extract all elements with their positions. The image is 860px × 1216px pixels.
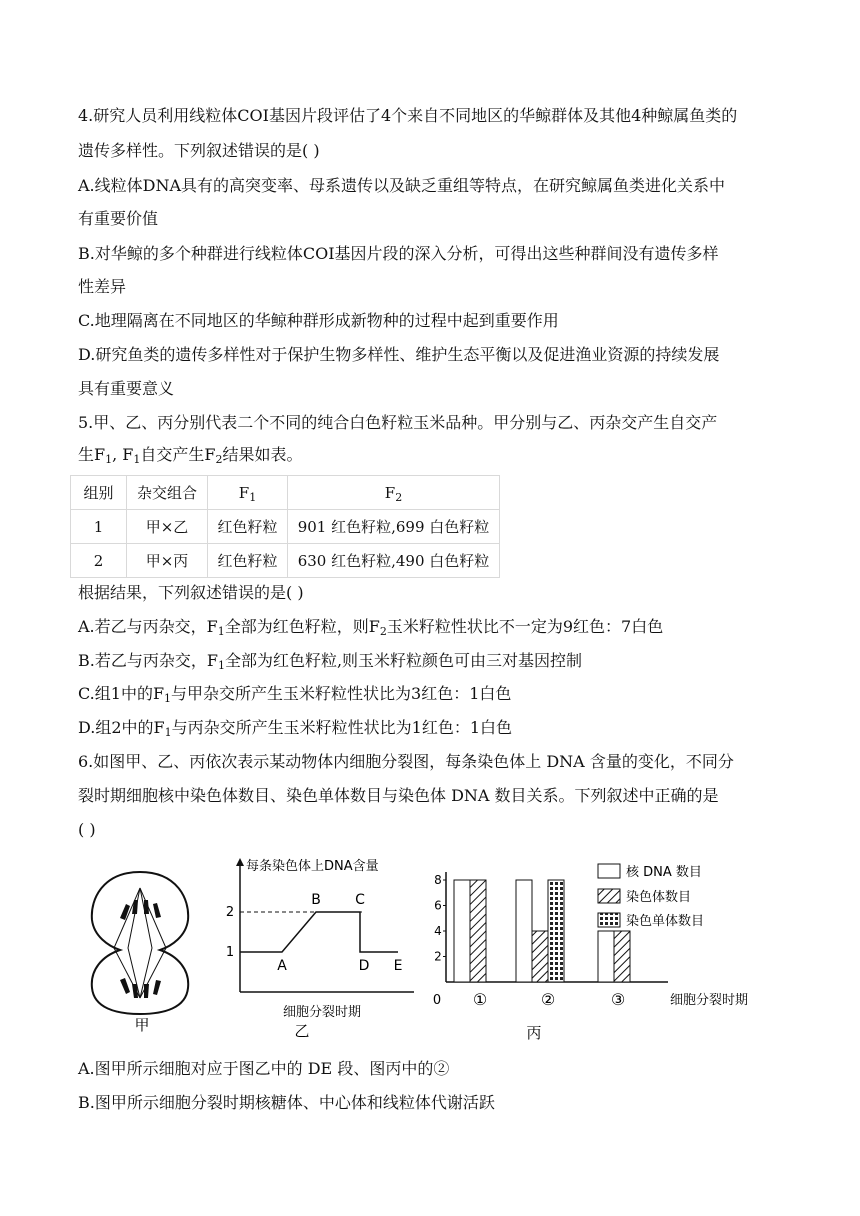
y-tick-label: 8 [434,873,442,887]
legend-label: 染色单体数目 [626,914,705,929]
bar-chromatid [548,880,564,982]
q4-option-d-line2: 具有重要意义 [78,379,175,398]
y-axis-arrow [236,858,244,866]
figure-yi-label: 乙 [294,1022,310,1040]
chromosome [144,984,149,998]
figure-bing-label: 丙 [526,1024,542,1042]
bar-chromosome [614,931,630,982]
table-cell: 红色籽粒 [208,544,288,578]
q6-stem-line3: ( ) [78,820,96,839]
chart-title: 每条染色体上DNA含量 [246,859,379,874]
table-cell: 甲×乙 [127,510,208,544]
point-label-c: C [355,892,365,908]
point-label-e: E [393,958,403,974]
bar-dna [454,880,470,982]
legend-swatch-chromatid [598,913,620,927]
point-label-b: B [311,892,321,908]
x-tick-label: ③ [610,990,626,1009]
dna-content-chart [222,850,422,1040]
figure-jia-label: 甲 [134,1016,150,1034]
point-label-a: A [277,958,287,974]
q6-stem-line1: 6.如图甲、乙、丙依次表示某动物体内细胞分裂图，每条染色体上 DNA 含量的变化，不同分 [78,752,734,771]
chromosome [153,980,161,995]
q5-option-a: A.若乙与丙杂交，$F_1$全部为红色籽粒，则$F_2$玉米籽粒性状比不一定为9红色：7白色 [78,617,664,638]
q4-option-c: C.地理隔离在不同地区的华鲸种群形成新物种的过程中起到重要作用 [78,311,559,330]
x-tick-label: ② [540,990,556,1009]
y-tick-label: 4 [434,924,442,938]
cross-results-table [70,475,500,578]
q5-prompt: 根据结果，下列叙述错误的是( ) [78,583,304,602]
x-axis-label: 细胞分裂时期 [282,1005,362,1020]
x-axis-label: 细胞分裂时期 [670,993,749,1008]
legend-label: 染色体数目 [626,890,692,905]
q4-stem-line2: 遗传多样性。下列叙述错误的是( ) [78,141,320,160]
q5-option-c: C.组1中的$F_1$与甲杂交所产生玉米籽粒性状比为3红色：1白色 [78,684,512,705]
legend-swatch-chromosome [598,889,620,903]
table-header-cell: 杂交组合 [127,476,208,510]
table-row [71,510,500,544]
x-tick-label: ① [472,990,488,1009]
chromosome [120,978,130,994]
cell-membrane [92,872,188,1014]
q4-option-b-line1: B.对华鲸的多个种群进行线粒体COI基因片段的深入分析，可得出这些种群间没有遗传多样 [78,244,719,263]
table-cell: 红色籽粒 [208,510,288,544]
q4-stem-line1: 4.研究人员利用线粒体COI基因片段评估了4个来自不同地区的华鲸群体及其他4种鲸属鱼类的 [78,106,738,125]
q4-option-b-line2: 性差异 [78,277,127,296]
chromosome [153,903,161,918]
y-tick-label: 2 [225,905,235,920]
table-cell: 2 [71,544,127,578]
bar-chromosome [532,931,548,982]
table-cell: 630 红色籽粒,490 白色籽粒 [288,544,500,578]
q5-stem-line2: 生$F_1$, $F_1$自交产生$F_2$结果如表。 [78,445,303,466]
q4-option-a-line1: A.线粒体DNA具有的高突变率、母系遗传以及缺乏重组等特点，在研究鲸属鱼类进化关系中 [78,176,726,195]
origin-label: 0 [432,993,442,1008]
q6-stem-line2: 裂时期细胞核中染色体数目、染色单体数目与染色体 DNA 数目关系。下列叙述中正确的是 [78,786,719,805]
table-cell: 甲×丙 [127,544,208,578]
chart-legend [598,864,704,929]
q4-option-a-line2: 有重要价值 [78,209,159,228]
table-header-row [71,476,500,510]
point-label-d: D [358,958,370,974]
table-header-cell: $F_2$ [288,476,500,510]
q5-option-b: B.若乙与丙杂交，$F_1$全部为红色籽粒,则玉米籽粒颜色可由三对基因控制 [78,651,583,672]
table-cell: 1 [71,510,127,544]
chromosome [132,984,138,998]
y-tick-label: 2 [434,949,442,964]
q6-option-a: A.图甲所示细胞对应于图乙中的 DE 段、图丙中的② [78,1059,450,1078]
q5-stem-line1: 5.甲、乙、丙分别代表二个不同的纯合白色籽粒玉米品种。甲分别与乙、丙杂交产生自交产 [78,413,718,432]
legend-label: 核 DNA 数目 [626,865,702,880]
chromosome [132,900,138,914]
table-header-cell: 组别 [71,476,127,510]
bar-dna [516,880,532,982]
y-tick-label: 6 [434,898,442,913]
y-tick-label: 1 [225,945,235,960]
chromosome [144,900,149,914]
table-cell: 901 红色籽粒,699 白色籽粒 [288,510,500,544]
legend-swatch-dna [598,864,620,878]
q5-option-d: D.组2中的$F_1$与丙杂交所产生玉米籽粒性状比为1红色：1白色 [78,718,513,739]
cell-division-figure [80,858,200,1038]
series-line [240,912,398,952]
q4-option-d-line1: D.研究鱼类的遗传多样性对于保护生物多样性、维护生态平衡以及促进渔业资源的持续发展 [78,345,720,364]
chromosome [120,904,130,920]
cell-count-bar-chart [420,852,749,1050]
chromosomes [120,900,161,998]
bar-chromosome [470,880,486,982]
table-header-cell: $F_1$ [208,476,288,510]
bar-dna [598,931,614,982]
table-row [71,544,500,578]
q6-option-b: B.图甲所示细胞分裂时期核糖体、中心体和线粒体代谢活跃 [78,1093,495,1112]
